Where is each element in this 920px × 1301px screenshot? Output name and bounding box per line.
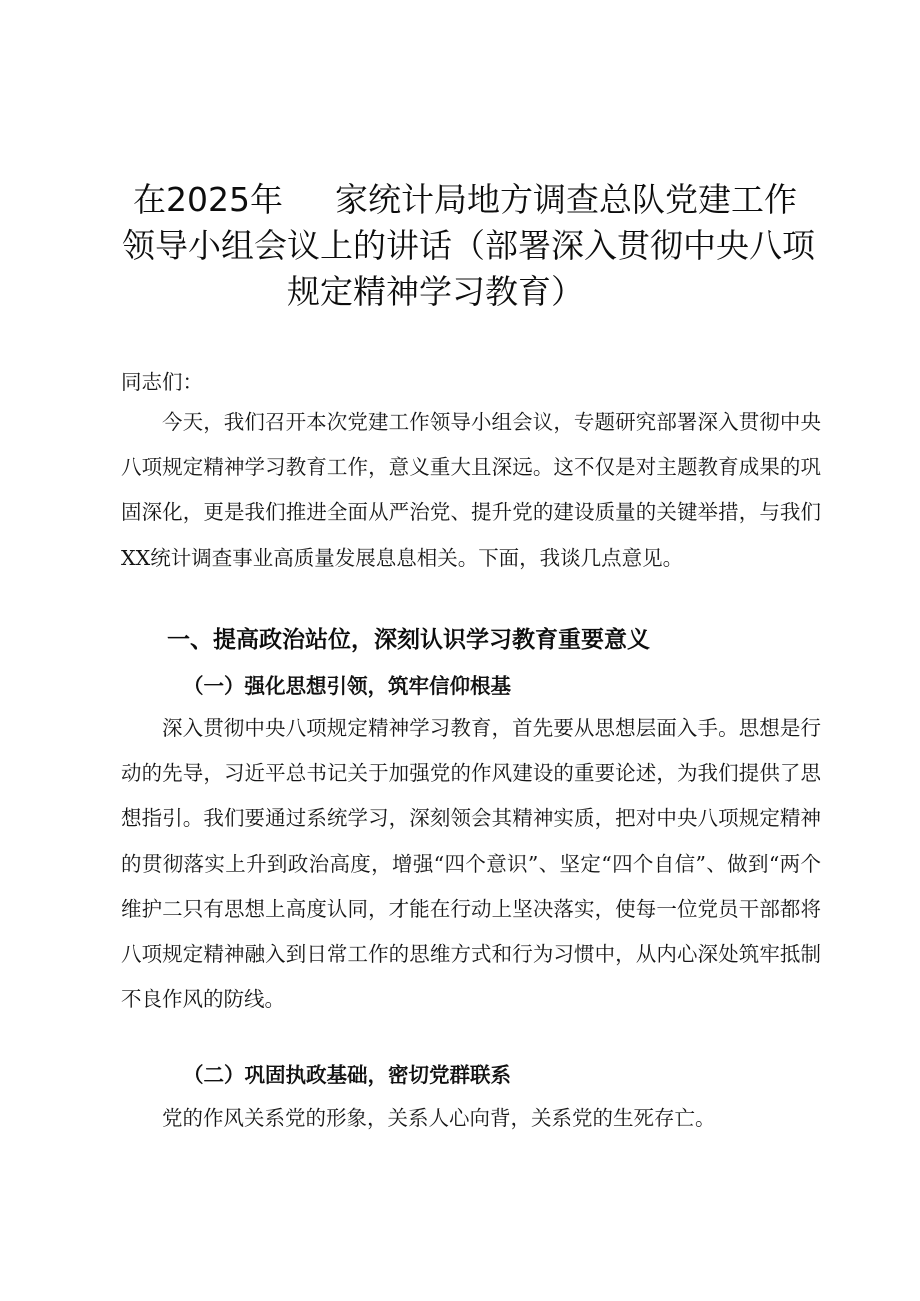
subsection-2-paragraph-block bbox=[121, 1096, 821, 1141]
title-year-fragment: 在2025年 bbox=[133, 180, 283, 219]
salutation: 同志们： bbox=[121, 370, 203, 394]
document-title-line-3: 规定精神学习教育） bbox=[287, 272, 584, 311]
intro-paragraph: 今天，我们召开本次党建工作领导小组会议，专题研究部署深入贯彻中央八项规定精神学习教育工作，意义重大且深远。这不仅是对主题教育成果的巩固深化，更是我们推进全面从严治党、提升党的建设质量的关键举措，与我们XX统计调查事业高质量发展息息相关。下面，我谈几点意见。 bbox=[121, 410, 821, 570]
document-title-line-1 bbox=[133, 178, 797, 222]
subsection-1-paragraph: 深入贯彻中央八项规定精神学习教育，首先要从思想层面入手。思想是行动的先导，习近平总书记关于加强党的作风建设的重要论述，为我们提供了思想指引。我们要通过系统学习，深刻领会其精神实质，把对中央八项规定精神的贯彻落实上升到政治高度，增强“四个意识”、坚定“四个自信”、做到“两个维护二只有思想上高度认同，才能在行动上坚决落实，使每一位党员干部都将八项规定精神融入到日常工作的思维方式和行为习惯中，从内心深处筑牢抵制不良作风的防线。 bbox=[121, 716, 821, 1012]
section-1-heading: 一、提高政治站位，深刻认识学习教育重要意义 bbox=[167, 627, 650, 653]
subsection-2-heading: （二）巩固执政基础，密切党群联系 bbox=[183, 1063, 511, 1087]
subsection-2-paragraph: 党的作风关系党的形象，关系人心向背，关系党的生死存亡。 bbox=[162, 1106, 716, 1130]
intro-paragraph-block bbox=[121, 400, 821, 581]
title-organization-fragment: 家统计局地方调查总队党建工作 bbox=[334, 180, 797, 219]
document-title-line-2: 领导小组会议上的讲话（部署深入贯彻中央八项 bbox=[122, 226, 815, 265]
subsection-1-heading: （一）强化思想引领，筑牢信仰根基 bbox=[183, 674, 511, 698]
subsection-1-paragraph-block bbox=[121, 706, 821, 1022]
